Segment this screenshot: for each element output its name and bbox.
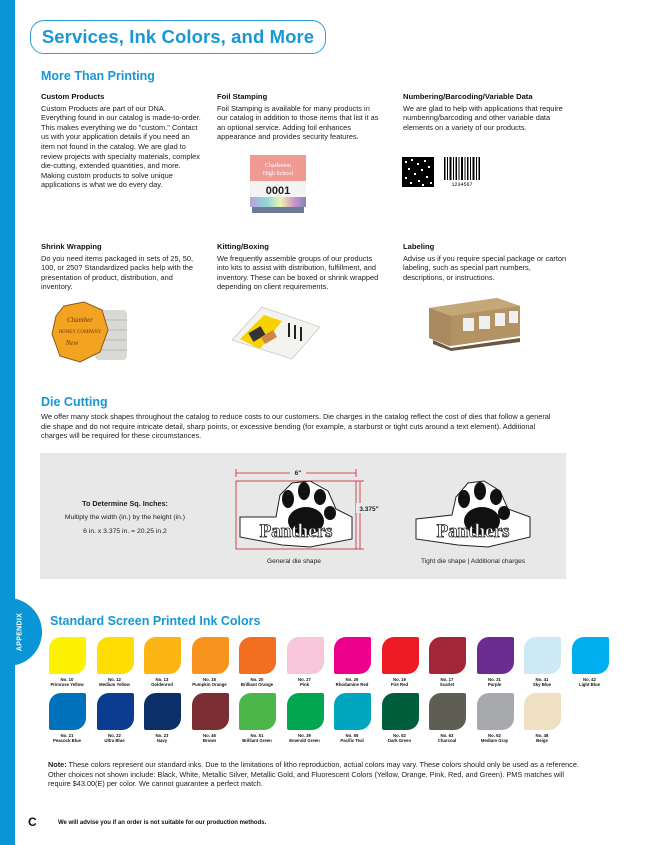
ink-swatch-color (524, 693, 561, 730)
ink-name: Purple (487, 682, 502, 687)
ink-row (48, 693, 628, 749)
labeling-pallet-image (427, 296, 522, 351)
ink-name: Fire Red (390, 682, 409, 687)
foil-ticket-line2: High School (262, 171, 294, 177)
ink-swatch-label (422, 677, 472, 687)
general-die-caption: General die shape (267, 558, 321, 565)
ink-swatch-label (422, 733, 472, 743)
service-shrink-wrapping (41, 242, 201, 292)
die-cutting-panel (40, 453, 566, 579)
ink-name: Brilliant Green (242, 738, 272, 743)
ink-swatch-color (287, 693, 324, 730)
ink-swatch-label (470, 733, 520, 743)
ink-swatch-item (523, 637, 571, 693)
ink-name: Beige (536, 738, 548, 743)
ink-swatch-label (232, 733, 282, 743)
ink-swatch-color (429, 693, 466, 730)
barcode-icon (444, 157, 480, 187)
ink-swatch-color (287, 637, 324, 674)
service-custom-products (41, 92, 201, 190)
ink-swatch-color (382, 693, 419, 730)
ink-swatch-label (137, 677, 187, 687)
tight-die-logo-text: Panthers (436, 521, 510, 542)
ink-note-label: Note: (48, 760, 67, 769)
ink-swatch-label (327, 733, 377, 743)
ink-swatch-color (334, 693, 371, 730)
ink-swatch-label (185, 677, 235, 687)
sq-inches-line1: Multiply the width (in.) by the height (in.) (64, 514, 186, 521)
appendix-tab[interactable] (0, 598, 42, 666)
shrink-wrap-image-line3: New (65, 339, 79, 347)
ink-swatch-item (286, 693, 334, 749)
ink-swatch-item (523, 693, 571, 749)
ink-number: No. 48 (535, 733, 549, 738)
more-than-printing-heading: More Than Printing (41, 69, 155, 83)
ink-name: Peacock Blue (53, 738, 81, 743)
ink-swatch-color (572, 637, 609, 674)
ink-number: No. 41 (535, 677, 549, 682)
ink-number: No. 22 (108, 733, 121, 738)
ink-swatch-item (333, 637, 381, 693)
service-text: We frequently assemble groups of our products into kits to assist with distribution, fulfillment, and inventory. These can be boxed or shrink wrapped depending on client requirements. (217, 253, 379, 292)
page-section-letter: C (28, 815, 37, 829)
ink-color-grid (48, 637, 628, 749)
ink-name: Pacific Teal (340, 738, 364, 743)
sq-inches-line2: 6 in. x 3.375 in. = 20.25 in.2 (83, 528, 167, 535)
ink-swatch-color (239, 637, 276, 674)
service-text: Custom Products are part of our DNA. Everything found in our catalog is made-to-order. This makes everything we do "custom." Contact us with your application details if you need an item not found in the catalog. We are glad to review projects with specialty materials, complex die-cutting, extended quantities, and more. Making custom products to solve unique applications is what we do every day. (41, 103, 201, 190)
die-logo-text: Panthers (259, 521, 333, 542)
service-labeling (403, 242, 573, 282)
shrink-wrap-image-line1: Chamber (66, 316, 94, 324)
appendix-tab-label: APPENDIX (16, 612, 24, 652)
ink-swatch-label (375, 677, 425, 687)
ink-name: Primrose Yellow (50, 682, 84, 687)
ink-swatch-label (280, 677, 330, 687)
ink-number: No. 55 (345, 733, 359, 738)
ink-number: No. 31 (488, 677, 501, 682)
ink-name: Pumpkin Orange (192, 682, 227, 687)
service-foil-stamping (217, 92, 379, 142)
ink-name: Sky Blue (532, 682, 552, 687)
ink-swatch-color (97, 693, 134, 730)
side-strip (0, 0, 15, 845)
ink-swatch-item (381, 637, 429, 693)
ink-number: No. 51 (250, 733, 264, 738)
qr-code-icon (402, 157, 434, 187)
shrink-wrap-image (50, 300, 130, 365)
service-title: Foil Stamping (217, 92, 268, 101)
service-title: Labeling (403, 242, 435, 251)
ink-swatch-item (476, 637, 524, 693)
ink-number: No. 62 (488, 733, 501, 738)
ink-swatch-label (327, 677, 377, 687)
service-text: We are glad to help with applications that require numbering/barcoding and other variable data elements on a variety of our products. (403, 103, 563, 132)
tight-die-caption: Tight die shape | Additional charges (420, 558, 526, 565)
ink-swatch-item (238, 693, 286, 749)
ink-swatch-color (429, 637, 466, 674)
ink-number: No. 19 (393, 677, 406, 682)
service-text: Do you need items packaged in sets of 25, 50, 100, or 250? Standardized packs help with the presentation of product, distribution, and inventory. (41, 253, 194, 292)
general-die-shape-diagram (232, 465, 382, 553)
ink-name: Navy (156, 738, 168, 743)
ink-swatch-color (382, 637, 419, 674)
ink-swatch-label (90, 733, 140, 743)
foil-ticket-image (248, 153, 308, 215)
ink-number: No. 13 (155, 677, 169, 682)
ink-name: Brilliant Orange (240, 682, 274, 687)
ink-colors-heading: Standard Screen Printed Ink Colors (50, 614, 261, 628)
ink-swatch-item (571, 637, 619, 693)
ink-name: Brown (202, 738, 217, 743)
page-title: Services, Ink Colors, and More (41, 26, 315, 47)
ink-swatch-color (192, 693, 229, 730)
ink-number: No. 26 (345, 677, 359, 682)
ink-swatch-color (144, 693, 181, 730)
service-title: Kitting/Boxing (217, 242, 269, 251)
foil-ticket-line1: Charleston (265, 163, 291, 169)
ink-swatch-color (477, 637, 514, 674)
ink-swatch-item (143, 693, 191, 749)
ink-swatch-label (185, 733, 235, 743)
ink-name: Light Blue (578, 682, 600, 687)
ink-swatch-label (42, 677, 92, 687)
ink-number: No. 39 (298, 733, 311, 738)
page-title-pill (30, 20, 326, 54)
ink-swatch-item (428, 637, 476, 693)
tight-die-shape-diagram (412, 477, 534, 553)
ink-swatch-color (239, 693, 276, 730)
ink-swatch-item (286, 637, 334, 693)
ink-swatch-color (524, 637, 561, 674)
ink-swatch-item (48, 637, 96, 693)
service-kitting-boxing (217, 242, 379, 292)
service-title: Shrink Wrapping (41, 242, 102, 251)
ink-note-text: These colors represent our standard inks. Due to the limitations of litho reproduction, actual colors may vary. These colors should only be used as a reference. Other choices not shown include: Black, White, Metallic Silver, Metallic Gold, and Fluorescent Colors (Yellow, Orange, Pink, Red, and Green). PMS matches will require $43.00(E) per color. We cannot guarantee a perfect match. (48, 760, 579, 788)
ink-name: Rhodamine Red (335, 682, 369, 687)
service-numbering (403, 92, 573, 132)
width-dimension-label: 6" (294, 470, 302, 477)
ink-row (48, 637, 628, 693)
ink-swatch-color (334, 637, 371, 674)
service-title: Numbering/Barcoding/Variable Data (403, 92, 533, 101)
ink-name: Dark Green (387, 738, 412, 743)
service-title: Custom Products (41, 92, 105, 101)
ink-number: No. 12 (108, 677, 121, 682)
ink-number: No. 20 (250, 677, 264, 682)
ink-number: No. 42 (583, 677, 596, 682)
ink-name: Pink (299, 682, 310, 687)
ink-number: No. 52 (393, 733, 406, 738)
ink-swatch-label (517, 677, 567, 687)
height-dimension-label: 3.375" (359, 506, 379, 513)
ink-swatch-label (42, 733, 92, 743)
service-text: Foil Stamping is available for many products in our catalog in addition to those items that list it as an optional service. Adding foil enhances appearance and provides security features. (217, 103, 379, 142)
ink-swatch-item (333, 693, 381, 749)
ink-swatch-label (517, 733, 567, 743)
die-cutting-text: We offer many stock shapes throughout the catalog to reduce costs to our customers. Die charges in the catalog reflect the cost of dies that follow a general die shape and do not require intricate detail, sharp points, or excessive bending (for example, a starburst or tight cuts around a text element). Additional charges will be required for these circumstances. (41, 412, 551, 441)
shrink-wrap-image-line2: HONEY COMPANY (58, 330, 102, 335)
ink-swatch-label (90, 677, 140, 687)
ink-number: No. 46 (203, 733, 216, 738)
ink-name: Emerald Green (289, 738, 320, 743)
ink-number: No. 10 (60, 677, 74, 682)
ink-swatch-item (96, 637, 144, 693)
barcode-number: 1234567 (451, 182, 473, 187)
ink-swatch-label (137, 733, 187, 743)
ink-swatch-color (192, 637, 229, 674)
ink-swatch-label (565, 677, 615, 687)
ink-name: Ultra Blue (104, 738, 125, 743)
ink-name: Scarlet (439, 682, 455, 687)
ink-swatch-label (232, 677, 282, 687)
ink-swatch-item (476, 693, 524, 749)
ink-swatch-label (375, 733, 425, 743)
ink-swatch-item (191, 637, 239, 693)
ink-number: No. 23 (155, 733, 169, 738)
ink-swatch-label (470, 677, 520, 687)
footer-text: We will advise you if an order is not suitable for our production methods. (58, 820, 267, 826)
ink-swatch-item (96, 693, 144, 749)
die-cutting-heading: Die Cutting (41, 395, 108, 409)
ink-swatch-item (428, 693, 476, 749)
ink-name: Medium Yellow (99, 682, 130, 687)
ink-swatch-color (49, 637, 86, 674)
ink-number: No. 18 (203, 677, 216, 682)
ink-swatch-item (238, 637, 286, 693)
ink-swatch-item (48, 693, 96, 749)
foil-ticket-number: 0001 (265, 185, 291, 197)
ink-number: No. 21 (60, 733, 74, 738)
ink-swatch-item (381, 693, 429, 749)
ink-name: Goldenrod (151, 682, 173, 687)
ink-note (48, 760, 588, 789)
ink-swatch-color (477, 693, 514, 730)
kitting-image (222, 305, 322, 360)
ink-swatch-color (97, 637, 134, 674)
ink-swatch-label (280, 733, 330, 743)
ink-name: Medium Gray (480, 738, 509, 743)
ink-number: No. 27 (298, 677, 311, 682)
sq-inches-title: To Determine Sq. Inches: (82, 499, 168, 508)
ink-swatch-color (144, 637, 181, 674)
sq-inches-explainer (40, 497, 210, 539)
ink-number: No. 17 (440, 677, 454, 682)
ink-swatch-item (143, 637, 191, 693)
ink-name: Charcoal (437, 738, 457, 743)
ink-number: No. 63 (440, 733, 454, 738)
ink-swatch-item (191, 693, 239, 749)
ink-swatch-color (49, 693, 86, 730)
service-text: Advise us if you require special package or carton labeling, such as special part numbers, descriptions, or instructions. (403, 253, 567, 282)
